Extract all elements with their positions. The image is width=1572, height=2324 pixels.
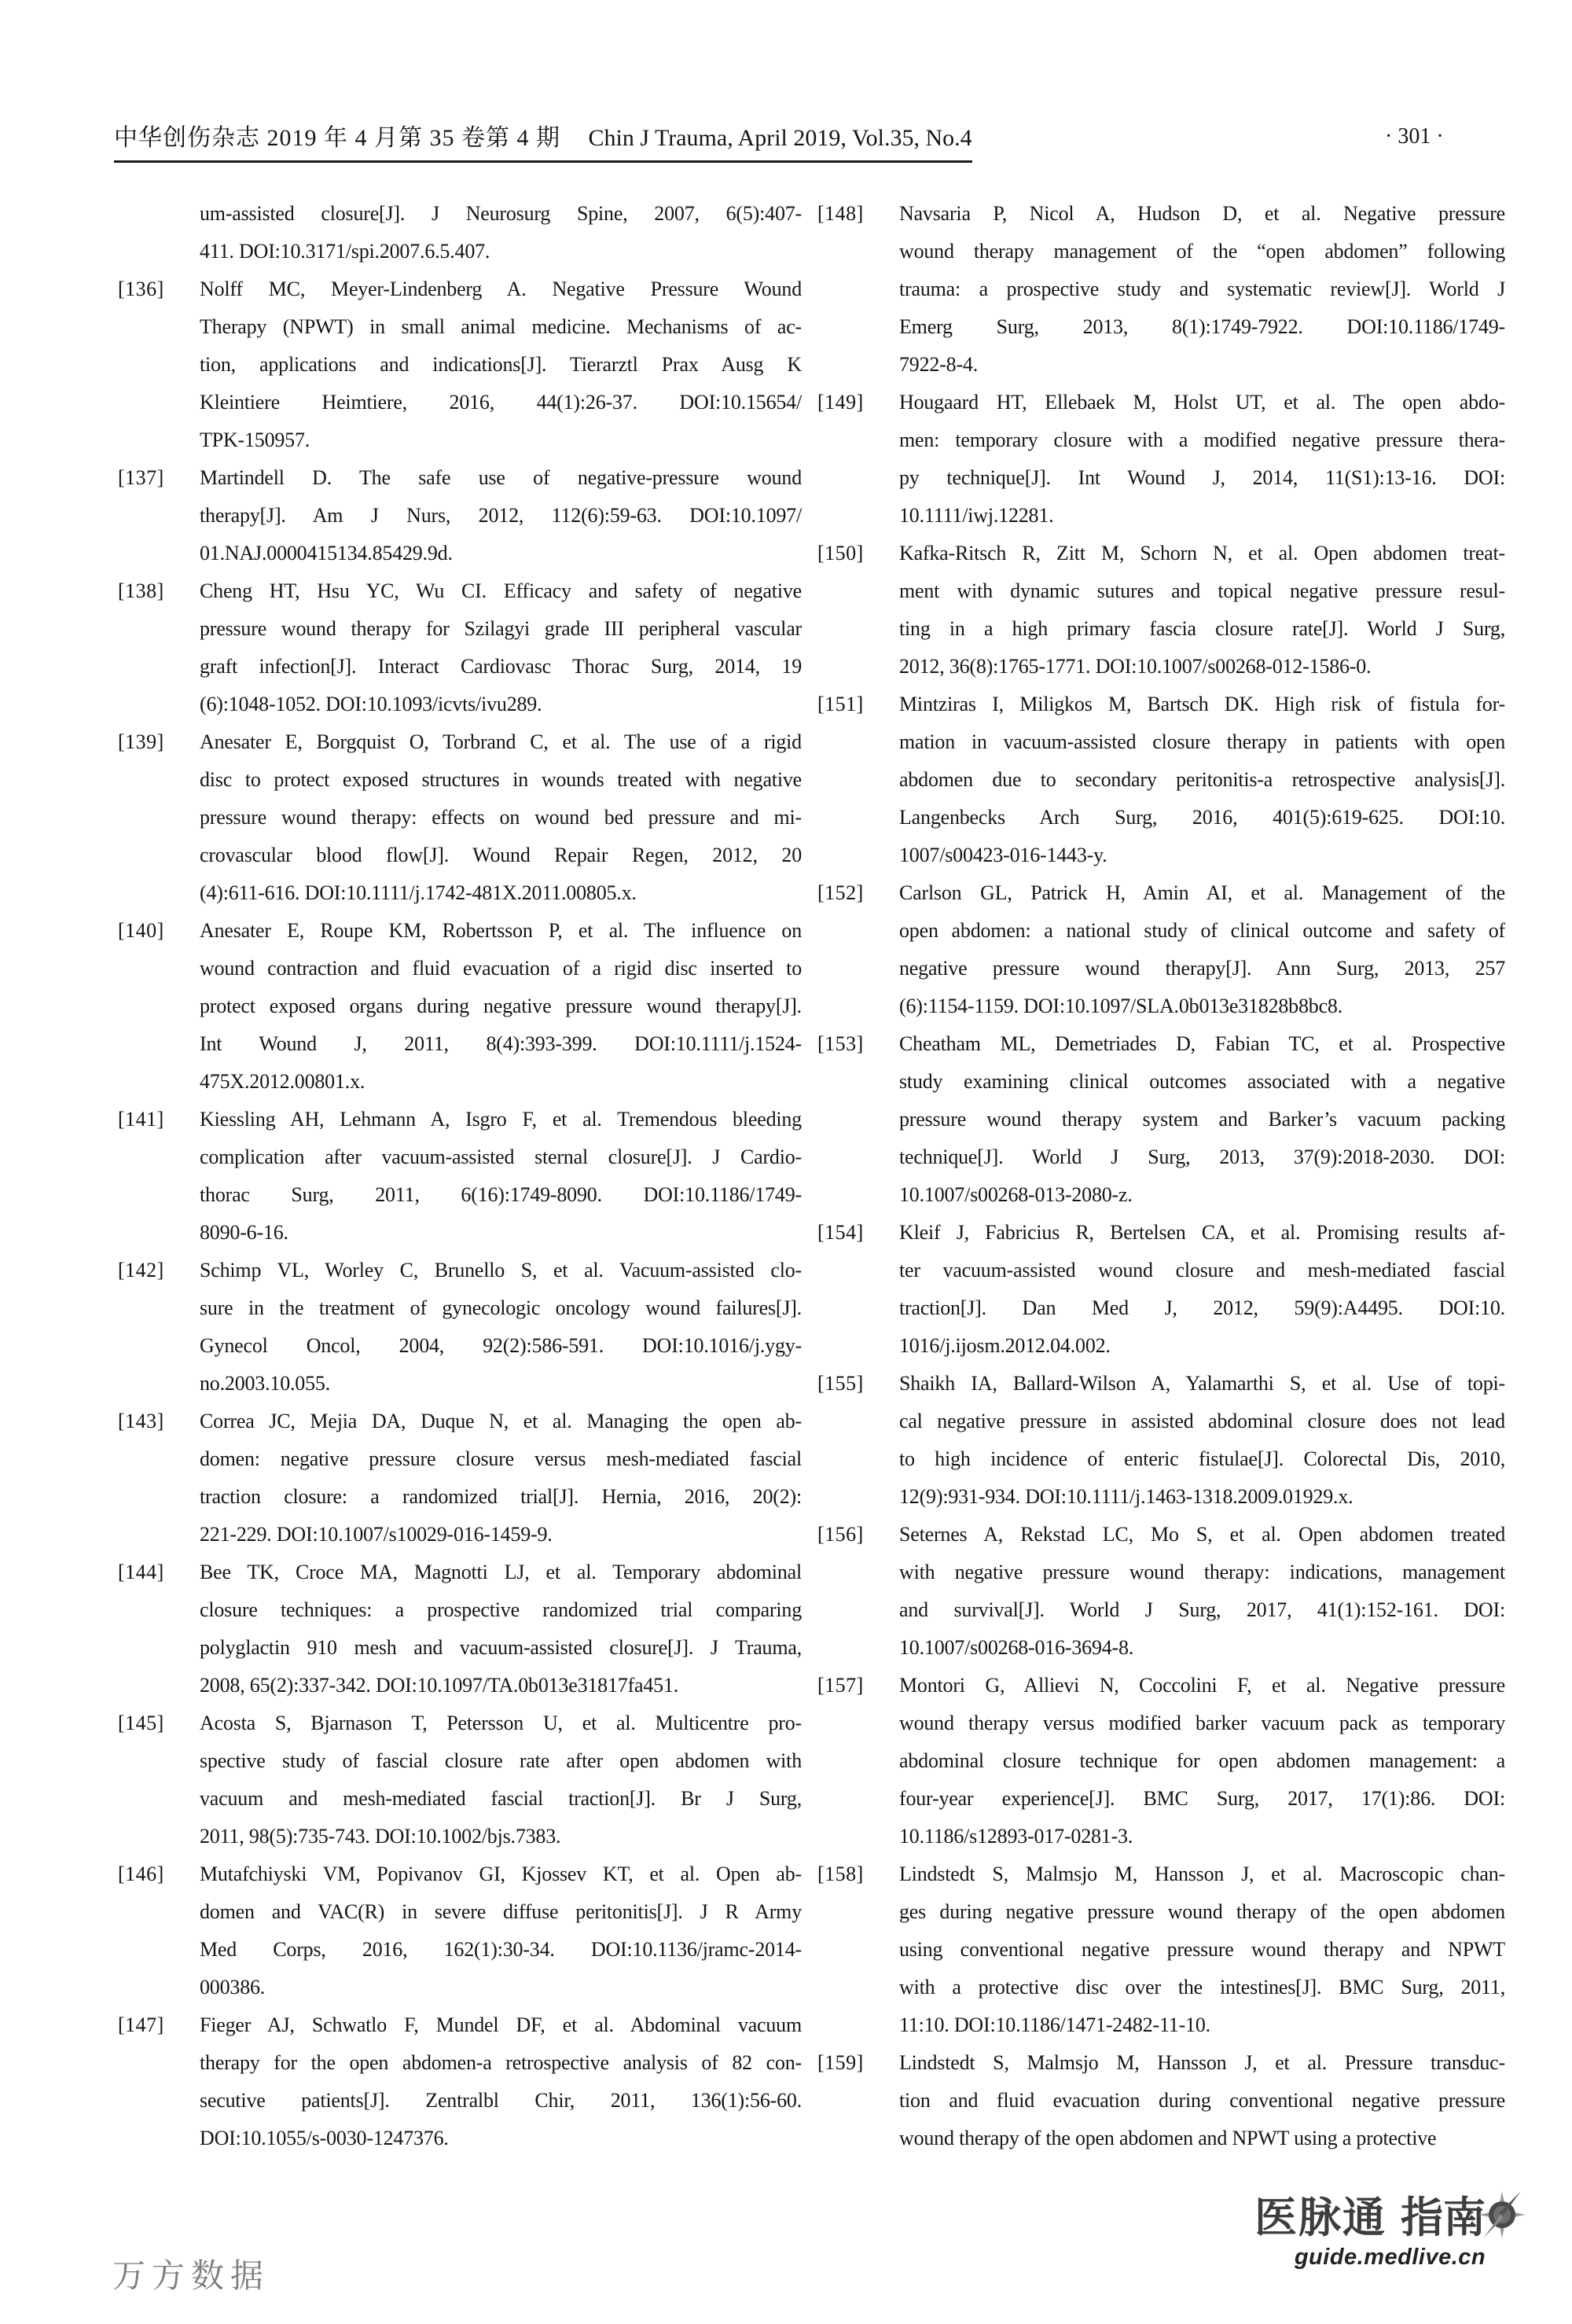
medlive-logo-text: 医脉通 <box>1254 2194 1387 2241</box>
reference-line: 10.1111/iwj.12281. <box>899 504 1054 527</box>
reference-text <box>899 1516 1505 1667</box>
reference-line: four-year experience[J]. BMC Surg, 2017, 17(1):86. DOI: <box>899 1787 1505 1810</box>
reference-line: (6):1154-1159. DOI:10.1097/SLA.0b013e31828b8bc8. <box>899 995 1343 1017</box>
reference-line: 2011, 98(5):735-743. DOI:10.1002/bjs.7383. <box>200 1825 561 1848</box>
reference-line: 01.NAJ.0000415134.85429.9d. <box>200 542 453 564</box>
reference-item <box>817 195 1505 384</box>
reference-text <box>899 1855 1505 2044</box>
reference-item <box>817 686 1505 874</box>
reference-item <box>118 723 802 912</box>
reference-line: Lindstedt S, Malmsjo M, Hansson J, et al. Macroscopic chan- <box>899 1863 1505 1885</box>
reference-line: graft infection[J]. Interact Cardiovasc Thorac Surg, 2014, 19 <box>200 655 802 678</box>
reference-number: [151] <box>817 693 864 715</box>
journal-title-line <box>114 124 972 163</box>
reference-line: Hougaard HT, Ellebaek M, Holst UT, et al. The open abdo- <box>899 391 1505 414</box>
reference-number: [146] <box>118 1863 164 1885</box>
reference-line: Schimp VL, Worley C, Brunello S, et al. Vacuum-assisted clo- <box>200 1259 802 1282</box>
reference-number: [155] <box>817 1372 864 1395</box>
reference-number: [139] <box>118 730 164 753</box>
reference-line: (4):611-616. DOI:10.1111/j.1742-481X.2011.00805.x. <box>200 881 637 904</box>
reference-line: disc to protect exposed structures in wounds treated with negative <box>200 768 802 791</box>
reference-line: wound therapy of the open abdomen and NPWT using a protective <box>899 2127 1437 2149</box>
reference-line: Montori G, Allievi N, Coccolini F, et al. Negative pressure <box>899 1674 1505 1697</box>
reference-item <box>817 1855 1505 2044</box>
reference-line: um-assisted closure[J]. J Neurosurg Spine, 2007, 6(5):407- <box>200 202 802 225</box>
reference-line: tion, applications and indications[J]. Tierarztl Prax Ausg K <box>200 353 802 376</box>
reference-line: abdominal closure technique for open abdomen management: a <box>899 1749 1505 1772</box>
reference-text <box>899 874 1505 1025</box>
reference-text <box>200 1704 802 1855</box>
reference-item <box>118 1403 802 1554</box>
reference-number: [142] <box>118 1259 164 1282</box>
reference-number: [154] <box>817 1221 864 1244</box>
reference-line: to high incidence of enteric fistulae[J]. Colorectal Dis, 2010, <box>899 1447 1505 1470</box>
reference-item <box>118 572 802 723</box>
reference-text <box>200 2006 802 2157</box>
reference-line: 2012, 36(8):1765-1771. DOI:10.1007/s00268-012-1586-0. <box>899 655 1372 678</box>
reference-number: [147] <box>118 2013 164 2036</box>
reference-line: protect exposed organs during negative pressure wound therapy[J]. <box>200 995 802 1017</box>
reference-line: ter vacuum-assisted wound closure and mesh-mediated fascial <box>899 1259 1505 1282</box>
reference-line: 10.1007/s00268-013-2080-z. <box>899 1183 1133 1206</box>
reference-line: Anesater E, Roupe KM, Robertsson P, et al. The influence on <box>200 919 802 942</box>
reference-line: Cheatham ML, Demetriades D, Fabian TC, et al. Prospective <box>899 1032 1505 1055</box>
reference-line: Kleif J, Fabricius R, Bertelsen CA, et al. Promising results af- <box>899 1221 1505 1244</box>
reference-number: [159] <box>817 2051 864 2074</box>
reference-line: with negative pressure wound therapy: indications, management <box>899 1561 1505 1583</box>
reference-line: wound contraction and fluid evacuation of a rigid disc inserted to <box>200 957 802 980</box>
reference-item <box>817 384 1505 535</box>
reference-line: polyglactin 910 mesh and vacuum-assisted closure[J]. J Trauma, <box>200 1636 802 1659</box>
reference-text <box>200 1403 802 1554</box>
reference-line: pressure wound therapy system and Barker’s vacuum packing <box>899 1108 1505 1131</box>
reference-line: wound therapy versus modified barker vacuum pack as temporary <box>899 1712 1505 1734</box>
reference-number: [138] <box>118 579 164 602</box>
reference-number: [148] <box>817 202 864 225</box>
reference-number: [145] <box>118 1712 164 1734</box>
reference-line: Seternes A, Rekstad LC, Mo S, et al. Open abdomen treated <box>899 1523 1505 1546</box>
reference-number: [144] <box>118 1561 164 1583</box>
reference-line: using conventional negative pressure wound therapy and NPWT <box>899 1938 1505 1961</box>
reference-line: secutive patients[J]. Zentralbl Chir, 2011, 136(1):56-60. <box>200 2089 802 2112</box>
reference-line: traction[J]. Dan Med J, 2012, 59(9):A4495. DOI:10. <box>899 1296 1505 1319</box>
reference-line: sure in the treatment of gynecologic oncology wound failures[J]. <box>200 1296 802 1319</box>
reference-item <box>118 2006 802 2157</box>
page-number: · 301 · <box>1385 124 1444 149</box>
reference-line: with a protective disc over the intestines[J]. BMC Surg, 2011, <box>899 1976 1505 1999</box>
reference-text <box>200 270 802 459</box>
reference-line: pressure wound therapy for Szilagyi grade III peripheral vascular <box>200 617 802 640</box>
reference-item <box>817 535 1505 686</box>
reference-text <box>899 1667 1505 1855</box>
reference-line: 7922-8-4. <box>899 353 979 376</box>
reference-line: 10.1007/s00268-016-3694-8. <box>899 1636 1134 1659</box>
reference-line: 1016/j.ijosm.2012.04.002. <box>899 1334 1111 1357</box>
reference-number: [156] <box>817 1523 864 1546</box>
reference-item <box>817 874 1505 1025</box>
reference-line: Shaikh IA, Ballard-Wilson A, Yalamarthi S, et al. Use of topi- <box>899 1372 1505 1395</box>
reference-item <box>118 1101 802 1252</box>
reference-number: [157] <box>817 1674 864 1697</box>
reference-line: Martindell D. The safe use of negative-pressure wound <box>200 466 802 489</box>
reference-line: Mutafchiyski VM, Popivanov GI, Kjossev KT, et al. Open ab- <box>200 1863 802 1885</box>
reference-line: Navsaria P, Nicol A, Hudson D, et al. Negative pressure <box>899 202 1505 225</box>
reference-line: Lindstedt S, Malmsjo M, Hansson J, et al. Pressure transduc- <box>899 2051 1505 2074</box>
reference-text <box>899 1025 1505 1214</box>
reference-item <box>118 1855 802 2006</box>
reference-line: trauma: a prospective study and systematic review[J]. World J <box>899 278 1505 300</box>
reference-line: 411. DOI:10.3171/spi.2007.6.5.407. <box>200 240 490 263</box>
reference-line: no.2003.10.055. <box>200 1372 331 1395</box>
reference-line: open abdomen: a national study of clinical outcome and safety of <box>899 919 1505 942</box>
reference-line: negative pressure wound therapy[J]. Ann Surg, 2013, 257 <box>899 957 1505 980</box>
reference-line: 1007/s00423-016-1443-y. <box>899 844 1107 866</box>
reference-line: Anesater E, Borgquist O, Torbrand C, et al. The use of a rigid <box>200 730 802 753</box>
reference-line: 000386. <box>200 1976 266 1999</box>
reference-number: [153] <box>817 1032 864 1055</box>
reference-line: technique[J]. World J Surg, 2013, 37(9):2018-2030. DOI: <box>899 1145 1505 1168</box>
reference-number: [137] <box>118 466 164 489</box>
compass-icon <box>1473 2186 1531 2244</box>
reference-line: domen and VAC(R) in severe diffuse peritonitis[J]. J R Army <box>200 1900 802 1923</box>
reference-item <box>817 1214 1505 1365</box>
reference-line: Langenbecks Arch Surg, 2016, 401(5):619-625. DOI:10. <box>899 806 1505 829</box>
reference-line: complication after vacuum-assisted sternal closure[J]. J Cardio- <box>200 1145 802 1168</box>
reference-line: 11:10. DOI:10.1186/1471-2482-11-10. <box>899 2013 1210 2036</box>
reference-line: Mintziras I, Miligkos M, Bartsch DK. High risk of fistula for- <box>899 693 1505 715</box>
reference-line: Kleintiere Heimtiere, 2016, 44(1):26-37. DOI:10.15654/ <box>200 391 802 414</box>
medlive-logo-row <box>1254 2184 1526 2245</box>
reference-text <box>200 572 802 723</box>
reference-text <box>899 1365 1505 1516</box>
reference-number: [136] <box>118 278 164 300</box>
reference-line: ting in a high primary fascia closure rate[J]. World J Surg, <box>899 617 1505 640</box>
reference-item <box>817 1667 1505 1855</box>
reference-line: Bee TK, Croce MA, Magnotti LJ, et al. Temporary abdominal <box>200 1561 802 1583</box>
reference-item <box>817 1365 1505 1516</box>
reference-line: crovascular blood flow[J]. Wound Repair Regen, 2012, 20 <box>200 844 802 866</box>
reference-text <box>899 535 1505 686</box>
reference-line: closure techniques: a prospective randomized trial comparing <box>200 1598 802 1621</box>
medlive-guide-logo <box>1254 2184 1526 2271</box>
reference-item <box>118 1554 802 1704</box>
reference-text <box>899 2044 1505 2157</box>
page-header <box>114 124 1474 163</box>
reference-text <box>200 459 802 572</box>
reference-text <box>200 723 802 912</box>
reference-text <box>200 912 802 1101</box>
reference-item <box>118 912 802 1101</box>
reference-line: Gynecol Oncol, 2004, 92(2):586-591. DOI:10.1016/j.ygy- <box>200 1334 802 1357</box>
reference-text <box>899 384 1505 535</box>
journal-title-english: Chin J Trauma, April 2019, Vol.35, No.4 <box>588 125 972 151</box>
reference-text <box>899 686 1505 874</box>
reference-line: vacuum and mesh-mediated fascial traction[J]. Br J Surg, <box>200 1787 802 1810</box>
reference-item <box>118 195 802 270</box>
reference-line: study examining clinical outcomes associated with a negative <box>899 1070 1505 1093</box>
reference-text <box>899 195 1505 384</box>
reference-item <box>118 459 802 572</box>
reference-line: 12(9):931-934. DOI:10.1111/j.1463-1318.2009.01929.x. <box>899 1485 1353 1508</box>
reference-line: Emerg Surg, 2013, 8(1):1749-7922. DOI:10.1186/1749- <box>899 315 1505 338</box>
reference-number: [158] <box>817 1863 864 1885</box>
reference-item <box>817 2044 1505 2157</box>
references-column-left <box>118 195 802 2157</box>
reference-line: ment with dynamic sutures and topical negative pressure resul- <box>899 579 1505 602</box>
reference-number: [152] <box>817 881 864 904</box>
reference-line: domen: negative pressure closure versus mesh-mediated fascial <box>200 1447 802 1470</box>
reference-line: mation in vacuum-assisted closure therapy in patients with open <box>899 730 1505 753</box>
reference-line: Nolff MC, Meyer-Lindenberg A. Negative Pressure Wound <box>200 278 802 300</box>
reference-text <box>200 1554 802 1704</box>
guide-logo-text: 指南 <box>1401 2194 1486 2241</box>
reference-line: Med Corps, 2016, 162(1):30-34. DOI:10.1136/jramc-2014- <box>200 1938 802 1961</box>
reference-line: Cheng HT, Hsu YC, Wu CI. Efficacy and safety of negative <box>200 579 802 602</box>
wanfang-watermark: 万方数据 <box>112 2259 270 2295</box>
reference-line: Carlson GL, Patrick H, Amin AI, et al. Management of the <box>899 881 1505 904</box>
reference-item <box>118 1252 802 1403</box>
reference-line: Int Wound J, 2011, 8(4):393-399. DOI:10.1111/j.1524- <box>200 1032 802 1055</box>
reference-line: ges during negative pressure wound therapy of the open abdomen <box>899 1900 1505 1923</box>
reference-line: Kiessling AH, Lehmann A, Isgro F, et al. Tremendous bleeding <box>200 1108 802 1131</box>
reference-number: [140] <box>118 919 164 942</box>
reference-line: 221-229. DOI:10.1007/s10029-016-1459-9. <box>200 1523 553 1546</box>
reference-line: 10.1186/s12893-017-0281-3. <box>899 1825 1133 1848</box>
reference-number: [150] <box>817 542 864 564</box>
reference-text <box>899 1214 1505 1365</box>
reference-line: cal negative pressure in assisted abdominal closure does not lead <box>899 1410 1505 1432</box>
references-column-right <box>817 195 1505 2157</box>
reference-line: therapy for the open abdomen-a retrospective analysis of 82 con- <box>200 2051 802 2074</box>
reference-item <box>817 1516 1505 1667</box>
reference-text <box>200 1855 802 2006</box>
reference-number: [141] <box>118 1108 164 1131</box>
reference-line: wound therapy management of the “open abdomen” following <box>899 240 1505 263</box>
reference-text <box>200 195 802 270</box>
reference-line: Acosta S, Bjarnason T, Petersson U, et al. Multicentre pro- <box>200 1712 802 1734</box>
reference-item <box>817 1025 1505 1214</box>
reference-line: 2008, 65(2):337-342. DOI:10.1097/TA.0b013e31817fa451. <box>200 1674 679 1697</box>
reference-text <box>200 1101 802 1252</box>
reference-line: pressure wound therapy: effects on wound bed pressure and mi- <box>200 806 802 829</box>
reference-line: 8090-6-16. <box>200 1221 288 1244</box>
reference-line: spective study of fascial closure rate after open abdomen with <box>200 1749 802 1772</box>
reference-line: tion and fluid evacuation during conventional negative pressure <box>899 2089 1505 2112</box>
reference-line: Therapy (NPWT) in small animal medicine. Mechanisms of ac- <box>200 315 802 338</box>
reference-line: DOI:10.1055/s-0030-1247376. <box>200 2127 449 2149</box>
reference-line: Kafka-Ritsch R, Zitt M, Schorn N, et al. Open abdomen treat- <box>899 542 1505 564</box>
reference-number: [149] <box>817 391 864 414</box>
reference-line: py technique[J]. Int Wound J, 2014, 11(S1):13-16. DOI: <box>899 466 1505 489</box>
reference-line: (6):1048-1052. DOI:10.1093/icvts/ivu289. <box>200 693 542 715</box>
reference-item <box>118 1704 802 1855</box>
reference-line: Fieger AJ, Schwatlo F, Mundel DF, et al. Abdominal vacuum <box>200 2013 802 2036</box>
reference-line: TPK-150957. <box>200 428 310 451</box>
reference-line: and survival[J]. World J Surg, 2017, 41(1):152-161. DOI: <box>899 1598 1505 1621</box>
reference-line: Correa JC, Mejia DA, Duque N, et al. Managing the open ab- <box>200 1410 802 1432</box>
journal-title-chinese: 中华创伤杂志 2019 年 4 月第 35 卷第 4 期 <box>114 125 560 151</box>
reference-number: [143] <box>118 1410 164 1432</box>
reference-line: traction closure: a randomized trial[J]. Hernia, 2016, 20(2): <box>200 1485 802 1508</box>
reference-line: 475X.2012.00801.x. <box>200 1070 365 1093</box>
reference-item <box>118 270 802 459</box>
reference-text <box>200 1252 802 1403</box>
medlive-guide-url: guide.medlive.cn <box>1294 2245 1486 2270</box>
reference-line: therapy[J]. Am J Nurs, 2012, 112(6):59-63. DOI:10.1097/ <box>200 504 802 527</box>
reference-line: abdomen due to secondary peritonitis-a retrospective analysis[J]. <box>899 768 1505 791</box>
reference-line: thorac Surg, 2011, 6(16):1749-8090. DOI:10.1186/1749- <box>200 1183 802 1206</box>
reference-line: men: temporary closure with a modified negative pressure thera- <box>899 428 1505 451</box>
